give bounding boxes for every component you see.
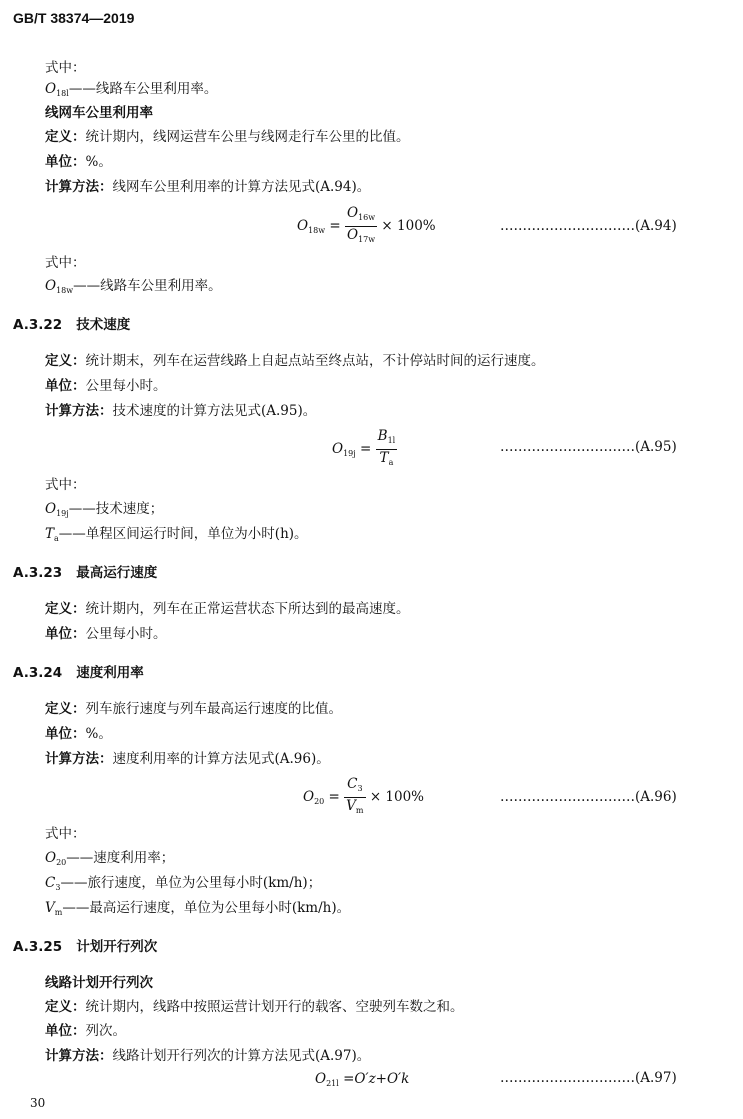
subsection-title: 线路计划开行列次 [45,975,153,991]
definition-line: 定义：统计期末，列车在运营线路上自起点站至终点站，不计停站时间的运行速度。 [45,353,545,369]
variable-definition: $V_m——$最高运行速度，单位为公里每小时(km/h)。 [45,900,351,917]
section-heading-a325: A.3.25 计划开行列次 [13,939,158,955]
section-heading-a323: A.3.23 最高运行速度 [13,565,158,581]
variable-definition: $C_3——$旅行速度，单位为公里每小时(km/h)； [45,875,322,892]
where-label: 式中： [45,477,86,493]
variable-definition: $O_{18w}——$线路车公里利用率。 [45,278,222,295]
variable-definition: $O_{19j}——$技术速度； [45,501,164,518]
formula-a96: $O_{20}$ = $\frac{C_3}{V_m}$ × 100% [303,776,425,815]
formula-a95: $O_{19j}$ = $\frac{B_{1l}}{T_a}$ [332,428,396,467]
where-label: 式中： [45,255,86,271]
definition-line: 定义：列车旅行速度与列车最高运行速度的比值。 [45,701,342,717]
formula-number-a94: …………………………(A.94) [500,218,677,234]
definition-line: 定义：统计期内，线路中按照运营计划开行的载客、空驶列车数之和。 [45,999,464,1015]
method-line: 计算方法：技术速度的计算方法见式(A.95)。 [45,403,317,419]
definition-line: 定义：统计期内，线网运营车公里与线网走行车公里的比值。 [45,129,410,145]
where-label: 式中： [45,826,86,842]
variable-definition: $T_a——$单程区间运行时间，单位为小时(h)。 [45,526,308,543]
page-number: 30 [30,1096,46,1110]
unit-line: 单位：公里每小时。 [45,378,167,394]
method-line: 计算方法：速度利用率的计算方法见式(A.96)。 [45,751,330,767]
method-line: 计算方法：线路计划开行列次的计算方法见式(A.97)。 [45,1048,371,1064]
section-heading-a322: A.3.22 技术速度 [13,317,131,333]
section-heading-a324: A.3.24 速度利用率 [13,665,144,681]
standard-code-header: GB/T 38374—2019 [13,10,135,26]
formula-number-a95: …………………………(A.95) [500,439,677,455]
variable-definition: $O_{18l}——$线路车公里利用率。 [45,81,218,98]
formula-a94: $O_{18w}$ = $\frac{O_{16w}}{O_{17w}}$ × 100% [297,205,436,244]
unit-line: 单位：公里每小时。 [45,626,167,642]
where-label: 式中： [45,60,86,76]
unit-line: 单位：%。 [45,726,112,742]
unit-line: 单位：列次。 [45,1023,126,1039]
unit-line: 单位：%。 [45,154,112,170]
method-line: 计算方法：线网车公里利用率的计算方法见式(A.94)。 [45,179,371,195]
definition-line: 定义：统计期内，列车在正常运营状态下所达到的最高速度。 [45,601,410,617]
variable-definition: $O_{20}——$速度利用率； [45,850,175,867]
formula-a97: $O_{21l} =O'z+O'k$ [315,1071,410,1088]
formula-number-a97: …………………………(A.97) [500,1070,677,1086]
formula-number-a96: …………………………(A.96) [500,789,677,805]
subsection-title: 线网车公里利用率 [45,105,153,121]
